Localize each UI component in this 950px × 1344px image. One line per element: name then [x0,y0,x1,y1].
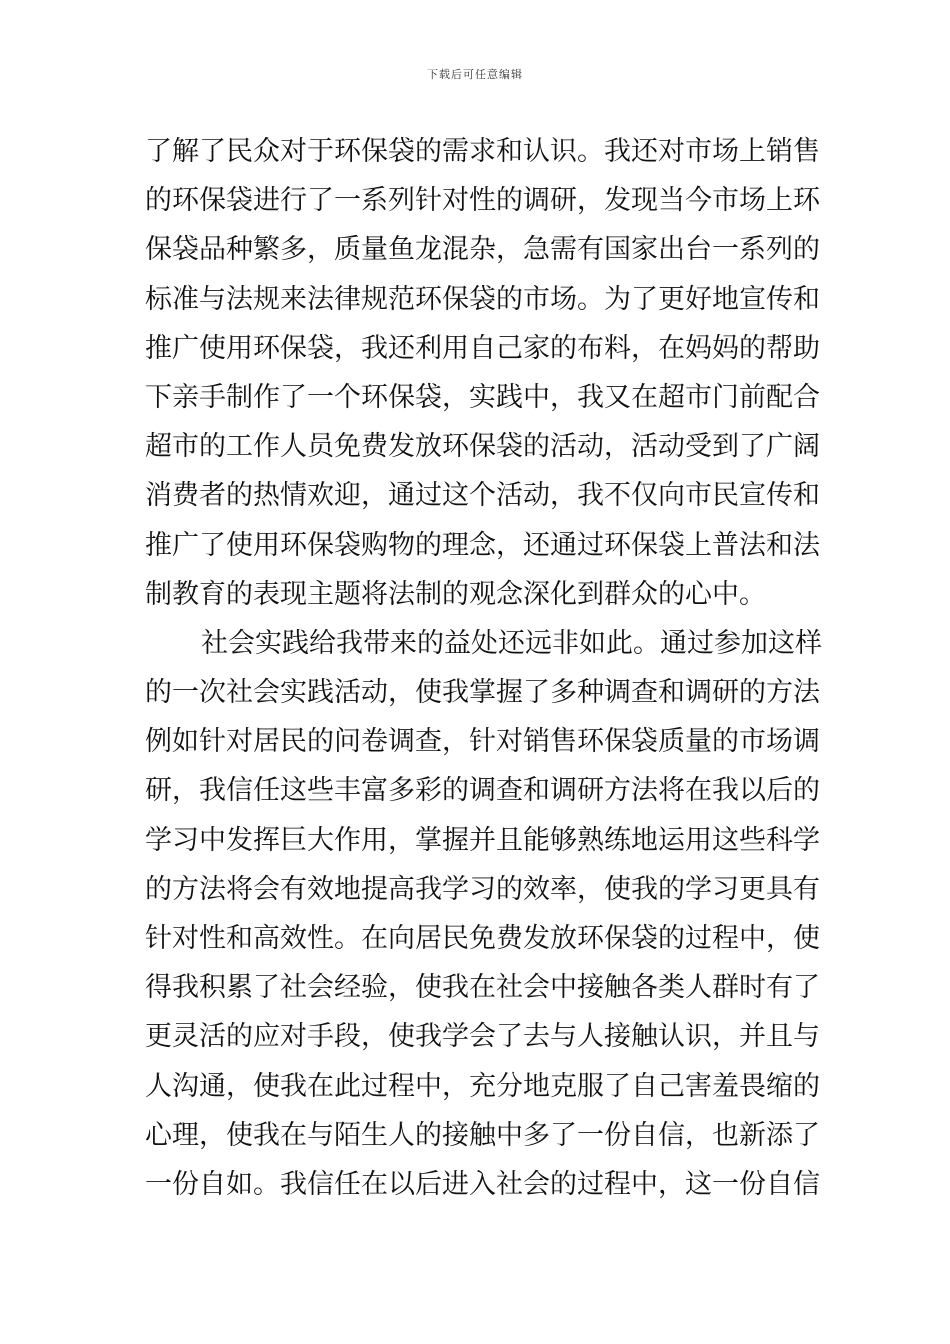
text-line: 的环保袋进行了一系列针对性的调研，发现当今市场上环 [145,185,820,217]
text-line: 推广使用环保袋，我还利用自己家的布料，在妈妈的帮助 [145,332,820,364]
text-line: 的方法将会有效地提高我学习的效率，使我的学习更具有 [145,873,820,905]
paragraph [145,127,820,619]
text-line: 例如针对居民的问卷调查，针对销售环保袋质量的市场调 [145,726,820,758]
text-line: 人沟通，使我在此过程中，充分地克服了自己害羞畏缩的 [145,1070,820,1102]
text-line: 针对性和高效性。在向居民免费发放环保袋的过程中，使 [145,923,820,954]
text-line: 消费者的热情欢迎，通过这个活动，我不仅向市民宣传和 [145,480,820,512]
page-header: 下载后可任意编辑 [427,68,523,81]
paragraph [145,619,822,1209]
document-body [145,127,822,1209]
text-line: 更灵活的应对手段，使我学会了去与人接触认识，并且与 [145,1021,820,1053]
text-line: 保袋品种繁多，质量鱼龙混杂，急需有国家出台一系列的 [145,234,820,266]
text-line: 制教育的表现主题将法制的观念深化到群众的心中。 [145,578,766,610]
text-line: 标准与法规来法律规范环保袋的市场。为了更好地宣传和 [145,283,820,315]
text-line: 的一次社会实践活动，使我掌握了多种调查和调研的方法 [145,677,820,709]
text-line: 心理，使我在与陌生人的接触中多了一份自信，也新添了 [145,1119,820,1151]
text-line: 超市的工作人员免费发放环保袋的活动，活动受到了广阔 [145,431,820,463]
text-line: 学习中发挥巨大作用，掌握并且能够熟练地运用这些科学 [145,824,820,856]
text-line: 下亲手制作了一个环保袋，实践中，我又在超市门前配合 [145,381,820,413]
text-line: 推广了使用环保袋购物的理念，还通过环保袋上普法和法 [145,529,820,561]
text-line: 得我积累了社会经验，使我在社会中接触各类人群时有了 [145,972,820,1004]
text-line: 一份自如。我信任在以后进入社会的过程中，这一份自信 [145,1168,820,1200]
text-line: 社会实践给我带来的益处还远非如此。通过参加这样 [201,627,822,659]
text-line: 研，我信任这些丰富多彩的调查和调研方法将在我以后的 [145,775,820,807]
text-line: 了解了民众对于环保袋的需求和认识。我还对市场上销售 [145,136,820,167]
